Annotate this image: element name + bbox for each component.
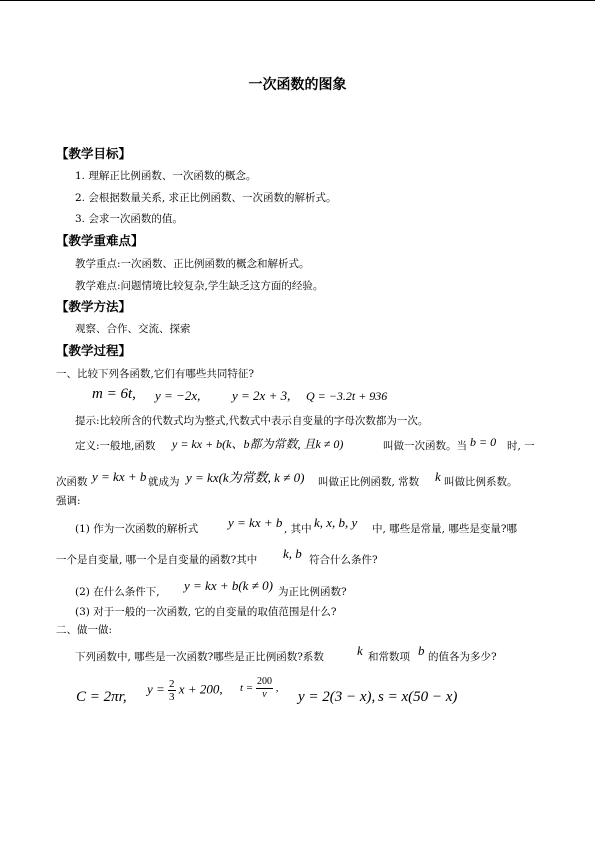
page-title: 一次函数的图象 <box>248 77 347 93</box>
teaching-difficulty: 教学难点:问题情境比较复杂,学生缺乏这方面的经验。 <box>75 280 324 292</box>
goal-item-2: 2. 会根据数量关系, 求正比例函数、一次函数的解析式。 <box>75 192 337 204</box>
goal-item-1: 1. 理解正比例函数、一次函数的概念。 <box>75 170 257 182</box>
formula-t-lhs: t = <box>240 682 254 695</box>
question1-suffix: 中, 哪些是常量, 哪些是变量?哪 <box>372 523 517 535</box>
part2-suffix: 的值各为多少? <box>428 651 497 663</box>
formula-y-two-thirds-rhs: x + 200, <box>178 681 223 697</box>
fraction-v-denominator: v <box>262 689 267 700</box>
definition-line2-mid: 就成为 <box>148 476 180 488</box>
formula-s-x-50-minus-x: s = x(50 − x) <box>378 689 458 705</box>
formula-y-2x-plus-3: y = 2x + 3, <box>232 388 291 403</box>
formula-y-neg2x: y = −2x, <box>155 388 201 403</box>
definition-line2-formula1: y = kx + b <box>92 469 147 484</box>
part2-k: k <box>357 643 363 658</box>
formula-y-two-thirds-lhs: y = <box>147 681 165 697</box>
formula-y-two-thirds <box>147 678 223 703</box>
hint-text: 提示:比较所含的代数式均为整式,代数式中表示自变量的字母次数都为一次。 <box>75 415 429 427</box>
formula-q: Q = −3.2t + 936 <box>306 389 388 403</box>
definition-suffix: 时, 一 <box>507 440 535 452</box>
page-top-border <box>0 0 595 1</box>
teaching-focus: 教学重点:一次函数、正比例函数的概念和解析式。 <box>75 258 310 270</box>
question1-prefix: (1) 作为一次函数的解析式 <box>75 523 199 535</box>
section-heading-methods: 【教学方法】 <box>56 299 132 314</box>
definition-line2-mid2: 叫做正比例函数, 常数 <box>318 476 420 488</box>
section-heading-key-points: 【教学重难点】 <box>56 233 144 248</box>
question1-line2-suffix: 符合什么条件? <box>309 554 378 566</box>
definition-mid: 叫做一次函数。当 <box>383 440 467 452</box>
fraction-two-thirds <box>168 678 176 703</box>
question1-formula: y = kx + b <box>228 515 283 530</box>
part2-title: 二、做一做: <box>56 624 113 636</box>
section-heading-process: 【教学过程】 <box>56 343 132 358</box>
formula-m-6t: m = 6t, <box>92 386 136 402</box>
emphasis-label: 强调: <box>56 495 81 507</box>
fraction-200-over-v <box>256 676 273 701</box>
question2-prefix: (2) 在什么条件下, <box>75 586 160 598</box>
formula-t-rhs: , <box>275 682 279 695</box>
fraction-two-thirds-denominator: 3 <box>169 691 175 703</box>
definition-prefix: 定义:一般地,函数 <box>75 440 156 452</box>
question1-mid: , 其中 <box>284 523 312 535</box>
definition-line2-formula2: y = kx(k为常数, k ≠ 0) <box>186 470 305 485</box>
part2-b: b <box>418 643 425 658</box>
question1-vars: k, x, b, y <box>314 515 358 530</box>
goal-item-3: 3. 会求一次函数的值。 <box>75 213 183 225</box>
section-heading-goals: 【教学目标】 <box>56 146 132 161</box>
definition-formula: y = kx + b(k、b都为常数, 且k ≠ 0) <box>172 437 344 451</box>
question1-line2-prefix: 一个是自变量, 哪一个是自变量的函数?其中 <box>56 554 258 566</box>
definition-line2-prefix: 次函数 <box>56 476 88 488</box>
part2-mid: 和常数项 <box>368 651 410 663</box>
fraction-two-thirds-numerator: 2 <box>169 678 175 690</box>
formula-c-2pir: C = 2πr, <box>76 689 127 705</box>
question2-suffix: 为正比例函数? <box>278 586 347 598</box>
methods-text: 观察、合作、交流、探索 <box>75 323 191 335</box>
part1-title: 一、比较下列各函数,它们有哪些共同特征? <box>56 368 254 380</box>
question2-formula: y = kx + b(k ≠ 0) <box>184 578 273 593</box>
definition-line2-k: k <box>435 469 441 484</box>
formula-t-200-over-v <box>240 676 278 701</box>
formula-y-2-3-minus-x: y = 2(3 − x), <box>298 689 376 705</box>
question1-line2-vars: k, b <box>283 546 302 561</box>
definition-line2-suffix: 叫做比例系数。 <box>444 476 518 488</box>
fraction-200-numerator: 200 <box>256 676 272 687</box>
question3: (3) 对于一般的一次函数, 它的自变量的取值范围是什么? <box>75 606 337 618</box>
definition-condition: b = 0 <box>470 435 497 449</box>
part2-prefix: 下列函数中, 哪些是一次函数?哪些是正比例函数?系数 <box>75 651 324 663</box>
